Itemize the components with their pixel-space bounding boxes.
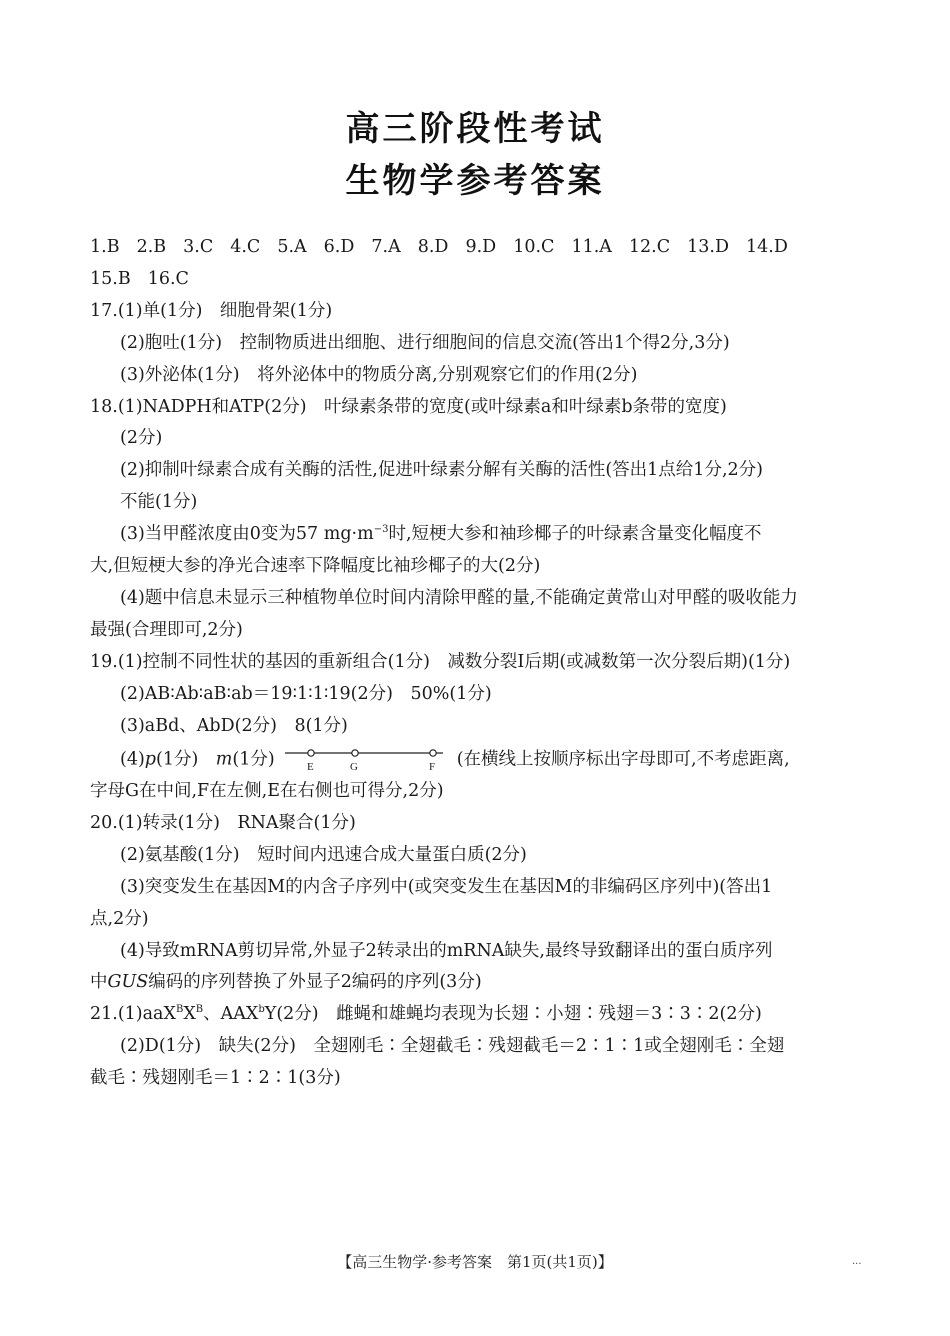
q17-line-3: (3)外泌体(1分) 将外泌体中的物质分离,分别观察它们的作用(2分) (120, 365, 638, 385)
mc-answer: 15.B (90, 269, 131, 289)
mc-answer: 7.A (371, 237, 401, 257)
q19-line-5: 字母G在中间,F在左侧,E在右侧也可得分,2分) (90, 781, 444, 801)
text: (在横线上按顺序标出字母即可,不考虑距离, (456, 749, 790, 770)
mc-answer: 9.D (465, 237, 497, 257)
page-title: 高三阶段性考试 (345, 109, 605, 149)
q20-line-2: (2)氨基酸(1分) 短时间内迅速合成大量蛋白质(2分) (120, 845, 527, 865)
text: 中 (90, 972, 108, 992)
mc-answer: 2.B (136, 237, 167, 257)
italic-symbol: m (215, 749, 233, 770)
gene-order-diagram (283, 747, 453, 773)
text: (4) (120, 749, 145, 770)
text: (1分) (232, 749, 275, 770)
q18-line-7: (4)题中信息未显示三种植物单位时间内清除甲醛的量,不能确定黄常山对甲醛的吸收能力 (120, 588, 798, 608)
mc-answer: 10.C (513, 237, 555, 257)
mc-answer: 13.D (687, 237, 730, 257)
q21-line-1 (90, 1003, 870, 1025)
text: (1分) (156, 749, 216, 770)
q18-line-3: (2)抑制叶绿素合成有关酶的活性,促进叶绿素分解有关酶的活性(答出1点给1分,2分) (120, 460, 763, 480)
q20-line-5: (4)导致mRNA剪切异常,外显子2转录出的mRNA缺失,最终导致翻译出的蛋白质序列 (120, 941, 773, 961)
q17-line-2: (2)胞吐(1分) 控制物质进出细胞、进行细胞间的信息交流(答出1个得2分,3分) (120, 333, 730, 353)
italic-symbol: p (144, 749, 156, 770)
mc-answer: 3.C (183, 237, 214, 257)
mc-answer: 11.A (571, 237, 612, 257)
mc-answer: 6.D (323, 237, 355, 257)
q21-line-2: (2)D(1分) 缺失(2分) 全翅刚毛∶全翅截毛∶残翅截毛＝2∶1∶1或全翅刚毛∶全翅 (120, 1036, 785, 1056)
text: 21.(1)aaX (90, 1004, 176, 1024)
diagram-letter: E (306, 761, 314, 773)
q20-line-3: (3)突变发生在基因M的内含子序列中(或突变发生在基因M的非编码区序列中)(答出1 (120, 877, 773, 897)
text: 、AAX (203, 1004, 259, 1024)
mc-answers-row-2 (90, 268, 870, 290)
mc-answer: 4.C (230, 237, 261, 257)
q19-line-2: (2)AB∶Ab∶aB∶ab＝19∶1∶1∶19(2分) 50%(1分) (120, 684, 492, 704)
corner-mark: ... (852, 1256, 862, 1267)
q20-line-6 (90, 971, 870, 993)
mc-answer: 12.C (628, 237, 671, 257)
diagram-letter: G (349, 761, 358, 773)
page-subtitle: 生物学参考答案 (345, 161, 605, 201)
q18-line-5 (120, 523, 870, 545)
q18-line-8: 最强(合理即可,2分) (90, 620, 243, 640)
diagram-point (430, 750, 436, 756)
italic-gene-name: GUS (107, 972, 149, 992)
page-footer: 【高三生物学·参考答案 第1页(共1页)】 (337, 1253, 613, 1271)
mc-answers-row-1 (90, 236, 870, 258)
mc-answer: 14.D (746, 237, 788, 257)
q20-line-1: 20.(1)转录(1分) RNA聚合(1分) (90, 813, 356, 833)
q18-line-2: (2分) (120, 428, 163, 448)
q19-line-1: 19.(1)控制不同性状的基因的重新组合(1分) 减数分裂I后期(或减数第一次分裂后期)(1分) (90, 652, 791, 672)
diagram-letter: F (428, 761, 435, 773)
mc-answer: 1.B (90, 237, 120, 257)
q18-line-1: 18.(1)NADPH和ATP(2分) 叶绿素条带的宽度(或叶绿素a和叶绿素b条带的宽度) (90, 397, 727, 417)
mc-answer: 16.C (147, 269, 189, 289)
superscript: b (258, 1004, 265, 1015)
q18-line-6: 大,但短梗大参的净光合速率下降幅度比袖珍椰子的大(2分) (90, 556, 541, 576)
q19-line-4 (120, 747, 870, 773)
text: X (183, 1004, 196, 1024)
superscript: B (195, 1004, 204, 1015)
q17-line-1: 17.(1)单(1分) 细胞骨架(1分) (90, 301, 333, 321)
text: (3)当甲醛浓度由0变为57 mg·m (120, 524, 374, 544)
diagram-point (352, 750, 358, 756)
mc-answer: 8.D (417, 237, 449, 257)
q20-line-4: 点,2分) (90, 909, 149, 929)
superscript: −3 (373, 524, 389, 535)
q18-line-4: 不能(1分) (120, 492, 198, 512)
mc-answer: 5.A (277, 237, 307, 257)
text: 时,短梗大参和袖珍椰子的叶绿素含量变化幅度不 (388, 524, 762, 544)
q19-line-3: (3)aBd、AbD(2分) 8(1分) (120, 716, 348, 736)
text: 编码的序列替换了外显子2编码的序列(3分) (148, 972, 482, 992)
text: Y(2分) 雌蝇和雄蝇均表现为长翅∶小翅∶残翅＝3∶3∶2(2分) (264, 1004, 762, 1024)
superscript: B (175, 1004, 184, 1015)
q21-line-3: 截毛∶残翅刚毛＝1∶2∶1(3分) (90, 1068, 341, 1088)
diagram-point (308, 750, 314, 756)
